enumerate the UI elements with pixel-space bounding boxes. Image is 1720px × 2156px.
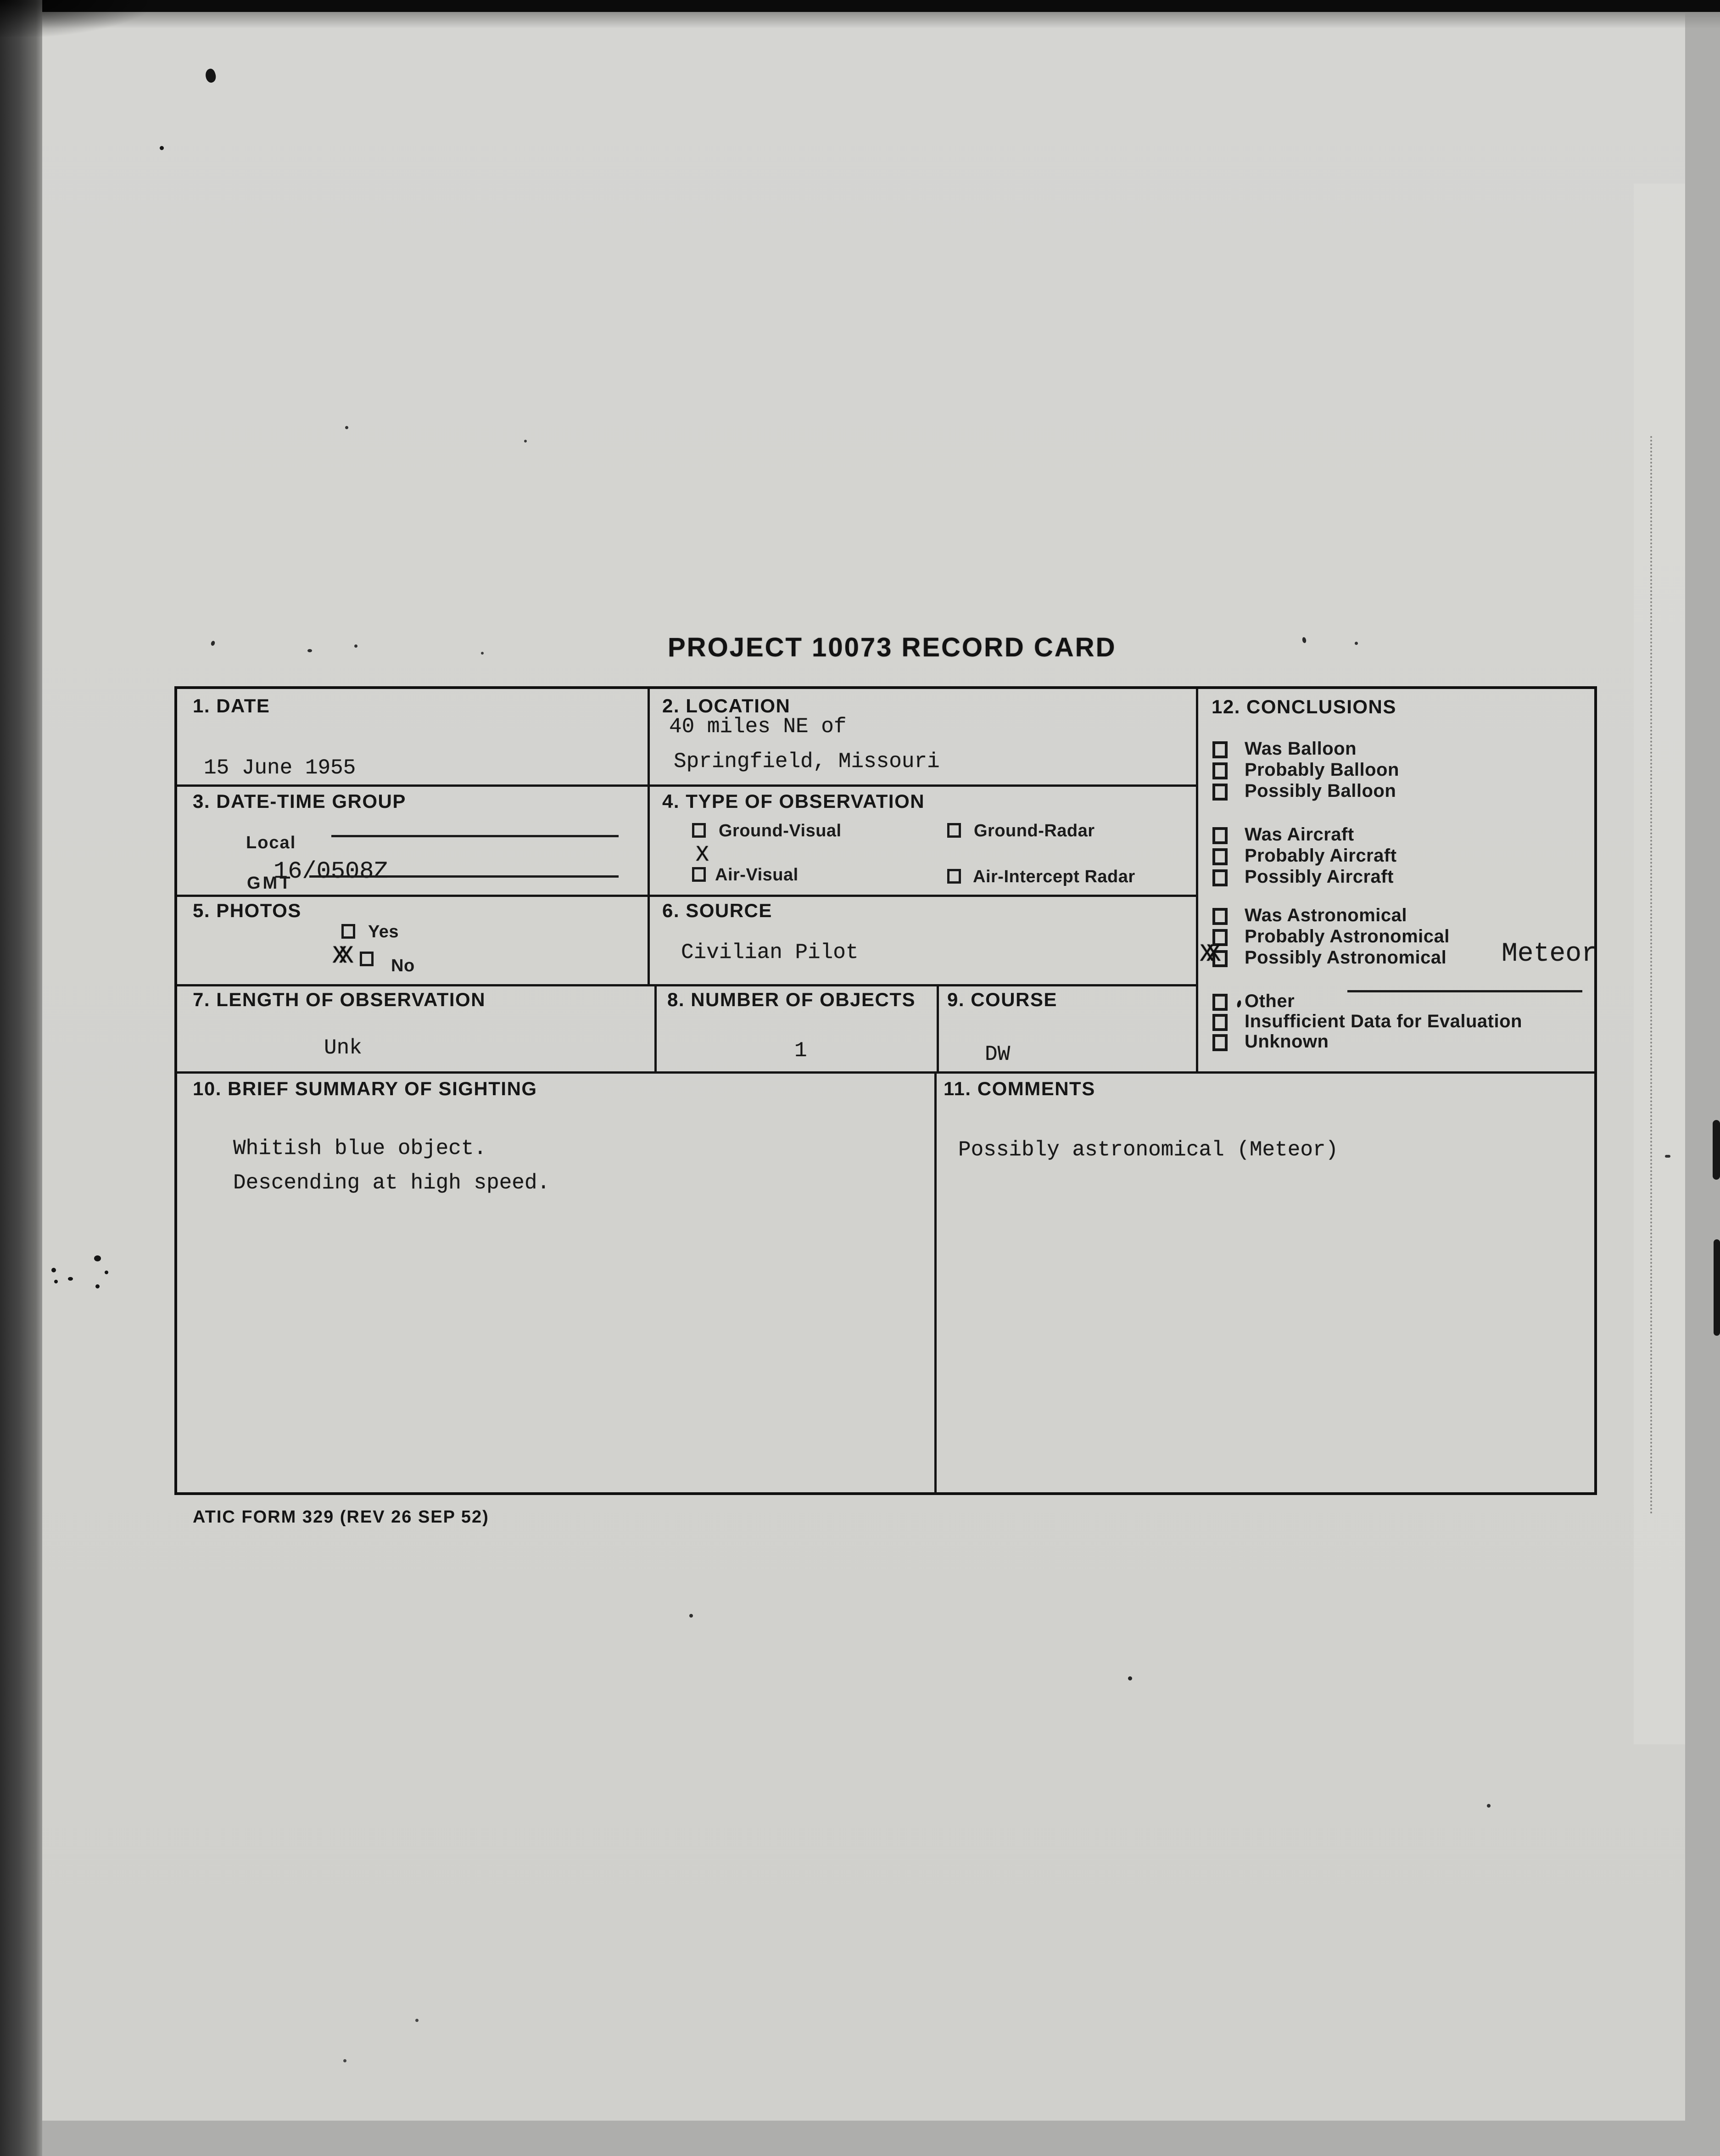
possibly-aircraft-label: Possibly Aircraft: [1245, 867, 1394, 887]
brief-summary-label: 10. BRIEF SUMMARY OF SIGHTING: [193, 1078, 537, 1099]
checkbox-possibly-astronomical: [1212, 950, 1228, 967]
local-label: Local: [246, 833, 296, 852]
number-of-objects-value: 1: [794, 1039, 807, 1063]
ink-speck: [1128, 1676, 1132, 1680]
row-divider: [177, 784, 1196, 787]
checkbox-other: [1212, 994, 1228, 1011]
gmt-blank-line: [309, 875, 619, 878]
checkbox-was-aircraft: [1212, 827, 1228, 844]
possibly-balloon-label: Possibly Balloon: [1245, 781, 1396, 801]
ink-speck: [343, 2059, 346, 2062]
checkbox-photos-no: [360, 952, 374, 966]
unknown-label: Unknown: [1245, 1031, 1329, 1052]
local-blank-line: [331, 835, 619, 837]
ground-visual-label: Ground-Visual: [719, 821, 842, 840]
ink-speck: [307, 649, 312, 652]
ink-speck: [51, 1268, 56, 1272]
page-title: PROJECT 10073 RECORD CARD: [668, 633, 1117, 662]
location-value-line1: 40 miles NE of: [669, 715, 847, 739]
was-balloon-label: Was Balloon: [1245, 739, 1357, 759]
insufficient-data-label: Insufficient Data for Evaluation: [1245, 1011, 1522, 1031]
column-divider: [1196, 689, 1198, 1073]
other-blank-line: [1347, 990, 1582, 992]
ground-radar-label: Ground-Radar: [974, 821, 1095, 840]
row-divider: [177, 984, 1196, 986]
scan-edge-band: [0, 12, 1720, 28]
ink-speck: [481, 652, 484, 655]
checkbox-possibly-aircraft: [1212, 869, 1228, 886]
ink-speck: [689, 1614, 693, 1618]
record-card: [174, 686, 1597, 1495]
checkbox-was-astronomical: [1212, 908, 1228, 925]
checkbox-ground-visual: [692, 823, 706, 838]
scan-edge-band: [0, 0, 1720, 12]
air-intercept-radar-label: Air-Intercept Radar: [973, 867, 1135, 886]
length-of-observation-label: 7. LENGTH OF OBSERVATION: [193, 989, 486, 1010]
form-number: ATIC FORM 329 (REV 26 SEP 52): [193, 1507, 489, 1527]
probably-astronomical-label: Probably Astronomical: [1245, 926, 1450, 946]
ink-speck: [160, 146, 164, 150]
course-value: DW: [985, 1042, 1011, 1066]
air-visual-check-mark: X: [696, 843, 709, 868]
checkbox-air-visual: [692, 867, 706, 882]
ink-speck: [1236, 1000, 1242, 1008]
checkbox-probably-astronomical: [1212, 929, 1228, 946]
source-value: Civilian Pilot: [681, 941, 859, 964]
ink-speck: [345, 426, 348, 429]
possibly-astronomical-label: Possibly Astronomical: [1245, 947, 1447, 968]
scan-edge-mark: [1714, 1239, 1720, 1336]
ink-speck: [95, 1284, 100, 1288]
checkbox-probably-aircraft: [1212, 848, 1228, 865]
comments-label: 11. COMMENTS: [944, 1078, 1095, 1099]
probably-aircraft-label: Probably Aircraft: [1245, 846, 1397, 866]
ink-speck: [54, 1280, 58, 1283]
was-astronomical-label: Was Astronomical: [1245, 905, 1407, 925]
checkbox-probably-balloon: [1212, 762, 1228, 779]
checkbox-unknown: [1212, 1034, 1228, 1051]
location-label: 2. LOCATION: [662, 695, 791, 717]
ink-speck: [105, 1271, 108, 1274]
photos-no-label: No: [391, 956, 415, 975]
comments-value: Possibly astronomical (Meteor): [958, 1138, 1339, 1162]
row-divider: [177, 895, 1196, 897]
number-of-objects-label: 8. NUMBER OF OBJECTS: [667, 989, 916, 1010]
row-divider: [177, 1071, 1594, 1074]
source-label: 6. SOURCE: [662, 900, 772, 921]
checkbox-air-intercept-radar: [947, 869, 961, 884]
checkbox-was-balloon: [1212, 741, 1228, 758]
gmt-label: GMT: [247, 874, 293, 893]
date-value: 15 June 1955: [204, 756, 356, 780]
ink-speck: [94, 1255, 101, 1261]
course-label: 9. COURSE: [947, 989, 1057, 1010]
photos-label: 5. PHOTOS: [193, 900, 302, 921]
date-label: 1. DATE: [193, 695, 270, 717]
checkbox-ground-radar: [947, 823, 961, 838]
photos-no-check-mark: XX: [332, 942, 346, 970]
column-divider: [934, 1071, 937, 1495]
brief-summary-line1: Whitish blue object.: [233, 1137, 487, 1160]
scan-edge-band: [0, 0, 42, 2156]
ink-speck: [1487, 1804, 1491, 1808]
ink-speck: [524, 440, 527, 442]
photos-yes-label: Yes: [368, 922, 399, 941]
scan-edge-band: [1634, 184, 1685, 1744]
date-time-group-label: 3. DATE-TIME GROUP: [193, 790, 406, 812]
column-divider: [654, 985, 657, 1072]
ink-speck: [68, 1277, 73, 1281]
checkbox-photos-yes: [341, 924, 355, 939]
column-divider: [937, 985, 939, 1072]
ink-speck: [1665, 1155, 1670, 1158]
was-aircraft-label: Was Aircraft: [1245, 824, 1354, 845]
ink-speck: [415, 2019, 419, 2022]
brief-summary-line2: Descending at high speed.: [233, 1171, 550, 1195]
checkbox-possibly-balloon: [1212, 784, 1228, 801]
checkbox-insufficient-data: [1212, 1014, 1228, 1031]
ink-speck: [354, 644, 357, 648]
possibly-astronomical-check-mark: XX: [1200, 941, 1213, 969]
other-label: Other: [1245, 991, 1295, 1011]
underlying-page-edge: [1650, 436, 1652, 1515]
type-of-observation-label: 4. TYPE OF OBSERVATION: [662, 790, 925, 812]
ink-speck: [1355, 642, 1358, 645]
column-divider: [648, 689, 650, 985]
probably-balloon-label: Probably Balloon: [1245, 760, 1399, 780]
scan-edge-mark: [1713, 1120, 1720, 1180]
length-of-observation-value: Unk: [324, 1036, 362, 1060]
gmt-value: 16/0508Z: [274, 858, 388, 885]
possibly-astronomical-annotation: Meteor: [1502, 939, 1597, 969]
location-value-line2: Springfield, Missouri: [674, 750, 940, 773]
air-visual-label: Air-Visual: [715, 865, 799, 885]
conclusions-label: 12. CONCLUSIONS: [1212, 696, 1396, 717]
scan-corner-shadow: [0, 0, 147, 37]
